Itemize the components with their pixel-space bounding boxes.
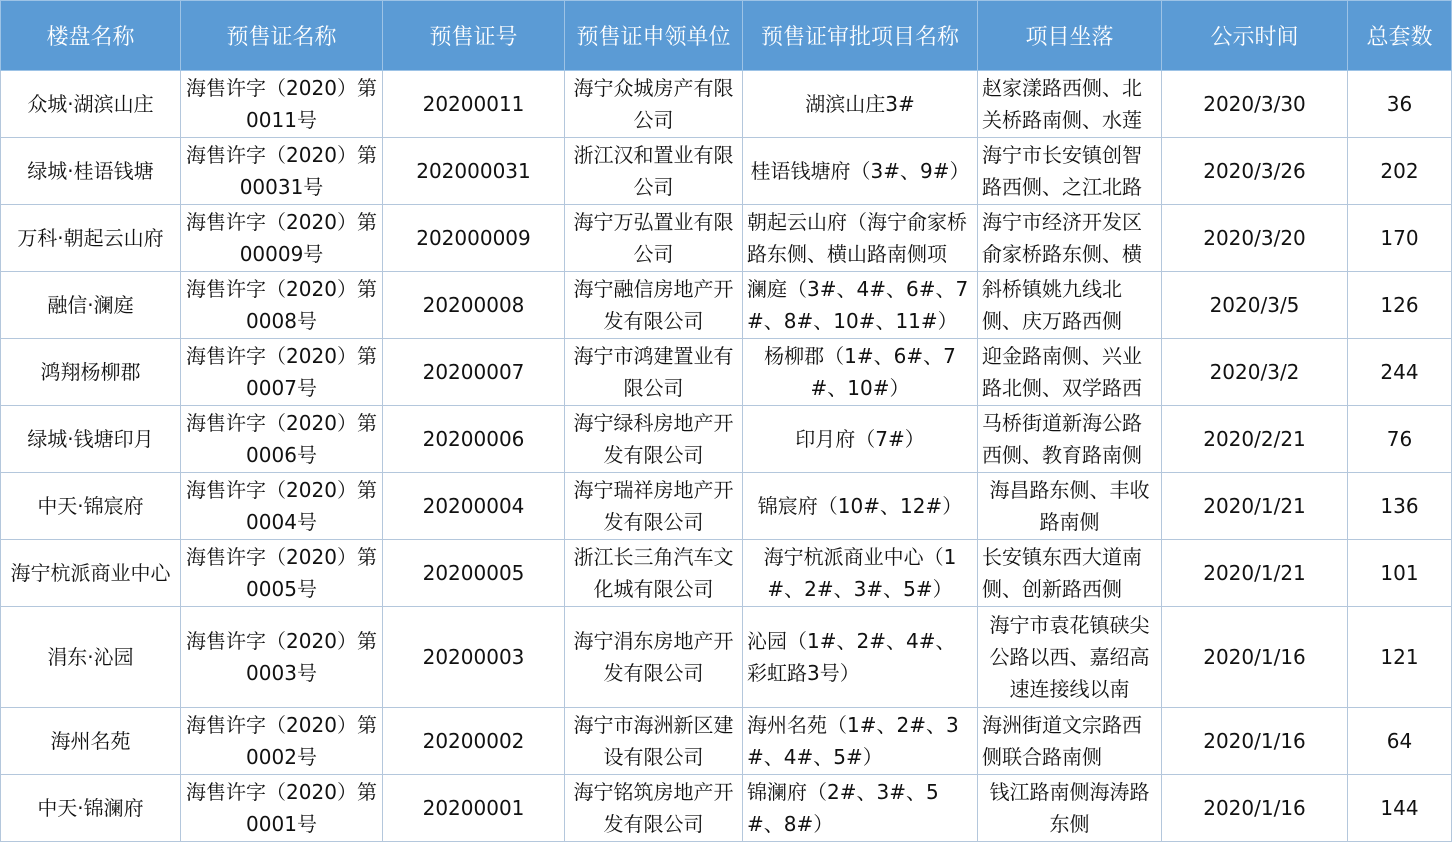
cell-publish-date: 2020/1/16	[1162, 775, 1348, 842]
cell-location	[978, 775, 1162, 842]
cell-project-name: 绿城·钱塘印月	[1, 406, 181, 473]
table-row	[1, 138, 1452, 205]
cell-project-name: 中天·锦澜府	[1, 775, 181, 842]
header-project-name: 楼盘名称	[1, 1, 181, 71]
cell-permit-name: 海售许字（2020）第0001号	[181, 775, 383, 842]
cell-permit-number: 202000031	[383, 138, 565, 205]
cell-location-text: 斜桥镇姚九线北侧、庆万路西侧	[982, 277, 1122, 333]
cell-approved-project	[743, 775, 978, 842]
table-row	[1, 339, 1452, 406]
cell-permit-number: 20200006	[383, 406, 565, 473]
cell-location-text: 赵家漾路西侧、北关桥路南侧、水莲	[982, 76, 1142, 132]
cell-location-text: 海昌路东侧、丰收路南侧	[989, 478, 1150, 534]
cell-location	[978, 473, 1162, 540]
table-row	[1, 775, 1452, 842]
header-publish-date: 公示时间	[1162, 1, 1348, 71]
cell-project-name: 众城·湖滨山庄	[1, 71, 181, 138]
cell-project-name: 鸿翔杨柳郡	[1, 339, 181, 406]
cell-project-name: 海宁杭派商业中心	[1, 540, 181, 607]
cell-applicant: 海宁众城房产有限公司	[565, 71, 743, 138]
cell-total-units: 36	[1348, 71, 1452, 138]
cell-permit-number: 20200007	[383, 339, 565, 406]
cell-project-name: 绿城·桂语钱塘	[1, 138, 181, 205]
cell-location	[978, 272, 1162, 339]
cell-applicant: 浙江长三角汽车文化城有限公司	[565, 540, 743, 607]
cell-approved-project	[743, 205, 978, 272]
cell-project-name: 涓东·沁园	[1, 607, 181, 708]
cell-project-name: 海州名苑	[1, 708, 181, 775]
cell-publish-date: 2020/3/26	[1162, 138, 1348, 205]
cell-approved-project: 锦宸府（10#、12#）	[743, 473, 978, 540]
cell-approved-project	[743, 339, 978, 406]
cell-project-name: 中天·锦宸府	[1, 473, 181, 540]
header-permit-name: 预售证名称	[181, 1, 383, 71]
cell-permit-name: 海售许字（2020）第0008号	[181, 272, 383, 339]
cell-publish-date: 2020/3/5	[1162, 272, 1348, 339]
cell-approved-project-text: 海州名苑（1#、2#、3#、4#、5#）	[747, 713, 959, 769]
cell-permit-number: 202000009	[383, 205, 565, 272]
cell-location-text: 长安镇东西大道南侧、创新路西侧	[982, 545, 1142, 601]
cell-permit-name: 海售许字（2020）第00031号	[181, 138, 383, 205]
cell-approved-project-text: 沁园（1#、2#、4#、彩虹路3号）	[747, 629, 956, 685]
cell-total-units: 202	[1348, 138, 1452, 205]
header-location: 项目坐落	[978, 1, 1162, 71]
cell-location-text: 钱江路南侧海涛路东侧	[989, 780, 1150, 836]
cell-project-name: 融信·澜庭	[1, 272, 181, 339]
cell-location-text: 海宁市袁花镇硖尖公路以西、嘉绍高速连接线以南	[989, 613, 1150, 701]
cell-approved-project	[743, 272, 978, 339]
cell-permit-name: 海售许字（2020）第0002号	[181, 708, 383, 775]
cell-publish-date: 2020/2/21	[1162, 406, 1348, 473]
header-total-units: 总套数	[1348, 1, 1452, 71]
cell-permit-number: 20200005	[383, 540, 565, 607]
cell-location-text: 海宁市经济开发区俞家桥路东侧、横	[982, 210, 1142, 266]
cell-location	[978, 607, 1162, 708]
cell-publish-date: 2020/1/16	[1162, 607, 1348, 708]
table-row	[1, 473, 1452, 540]
cell-publish-date: 2020/3/2	[1162, 339, 1348, 406]
table-row	[1, 272, 1452, 339]
cell-publish-date: 2020/1/21	[1162, 473, 1348, 540]
cell-location-text: 迎金路南侧、兴业路北侧、双学路西	[982, 344, 1142, 400]
cell-approved-project-text: 朝起云山府（海宁俞家桥路东侧、横山路南侧项	[747, 210, 967, 266]
table-row	[1, 406, 1452, 473]
table-row	[1, 607, 1452, 708]
cell-permit-name: 海售许字（2020）第0003号	[181, 607, 383, 708]
cell-permit-name: 海售许字（2020）第0011号	[181, 71, 383, 138]
cell-publish-date: 2020/1/21	[1162, 540, 1348, 607]
cell-location	[978, 708, 1162, 775]
cell-total-units: 136	[1348, 473, 1452, 540]
cell-applicant: 海宁市鸿建置业有限公司	[565, 339, 743, 406]
cell-total-units: 101	[1348, 540, 1452, 607]
cell-location-text: 马桥街道新海公路西侧、教育路南侧	[982, 411, 1142, 467]
cell-applicant: 海宁瑞祥房地产开发有限公司	[565, 473, 743, 540]
header-applicant: 预售证申领单位	[565, 1, 743, 71]
cell-location	[978, 339, 1162, 406]
cell-approved-project: 湖滨山庄3#	[743, 71, 978, 138]
cell-approved-project	[743, 607, 978, 708]
table-row	[1, 708, 1452, 775]
cell-approved-project	[743, 708, 978, 775]
cell-permit-number: 20200002	[383, 708, 565, 775]
table-row	[1, 540, 1452, 607]
cell-permit-name: 海售许字（2020）第0006号	[181, 406, 383, 473]
cell-total-units: 244	[1348, 339, 1452, 406]
cell-location	[978, 406, 1162, 473]
cell-location-text: 海宁市长安镇创智路西侧、之江北路	[982, 143, 1142, 199]
cell-total-units: 170	[1348, 205, 1452, 272]
cell-publish-date: 2020/1/16	[1162, 708, 1348, 775]
header-approved-project: 预售证审批项目名称	[743, 1, 978, 71]
cell-total-units: 76	[1348, 406, 1452, 473]
cell-approved-project: 桂语钱塘府（3#、9#）	[743, 138, 978, 205]
cell-applicant: 海宁绿科房地产开发有限公司	[565, 406, 743, 473]
cell-permit-number: 20200008	[383, 272, 565, 339]
cell-applicant: 海宁铭筑房地产开发有限公司	[565, 775, 743, 842]
cell-permit-number: 20200001	[383, 775, 565, 842]
cell-applicant: 浙江汉和置业有限公司	[565, 138, 743, 205]
cell-total-units: 121	[1348, 607, 1452, 708]
cell-permit-name: 海售许字（2020）第0004号	[181, 473, 383, 540]
cell-location	[978, 71, 1162, 138]
cell-location	[978, 205, 1162, 272]
cell-applicant: 海宁涓东房地产开发有限公司	[565, 607, 743, 708]
cell-publish-date: 2020/3/20	[1162, 205, 1348, 272]
table-header-row	[1, 1, 1452, 71]
table-row	[1, 205, 1452, 272]
cell-permit-number: 20200003	[383, 607, 565, 708]
cell-approved-project-text: 杨柳郡（1#、6#、7#、10#）	[764, 344, 956, 400]
cell-applicant: 海宁融信房地产开发有限公司	[565, 272, 743, 339]
cell-location	[978, 138, 1162, 205]
cell-location	[978, 540, 1162, 607]
cell-publish-date: 2020/3/30	[1162, 71, 1348, 138]
cell-total-units: 126	[1348, 272, 1452, 339]
cell-approved-project-text: 澜庭（3#、4#、6#、7#、8#、10#、11#）	[747, 277, 969, 333]
cell-permit-name: 海售许字（2020）第0005号	[181, 540, 383, 607]
cell-total-units: 64	[1348, 708, 1452, 775]
cell-total-units: 144	[1348, 775, 1452, 842]
table-row	[1, 71, 1452, 138]
header-permit-number: 预售证号	[383, 1, 565, 71]
cell-location-text: 海洲街道文宗路西侧联合路南侧	[982, 713, 1142, 769]
cell-approved-project-text: 海宁杭派商业中心（1#、2#、3#、5#）	[763, 545, 957, 601]
cell-approved-project-text: 锦澜府（2#、3#、5#、8#）	[747, 780, 939, 836]
cell-approved-project	[743, 540, 978, 607]
cell-permit-name: 海售许字（2020）第00009号	[181, 205, 383, 272]
cell-permit-name: 海售许字（2020）第0007号	[181, 339, 383, 406]
cell-permit-number: 20200004	[383, 473, 565, 540]
cell-project-name: 万科·朝起云山府	[1, 205, 181, 272]
cell-approved-project: 印月府（7#）	[743, 406, 978, 473]
cell-applicant: 海宁万弘置业有限公司	[565, 205, 743, 272]
cell-applicant: 海宁市海洲新区建设有限公司	[565, 708, 743, 775]
cell-permit-number: 20200011	[383, 71, 565, 138]
